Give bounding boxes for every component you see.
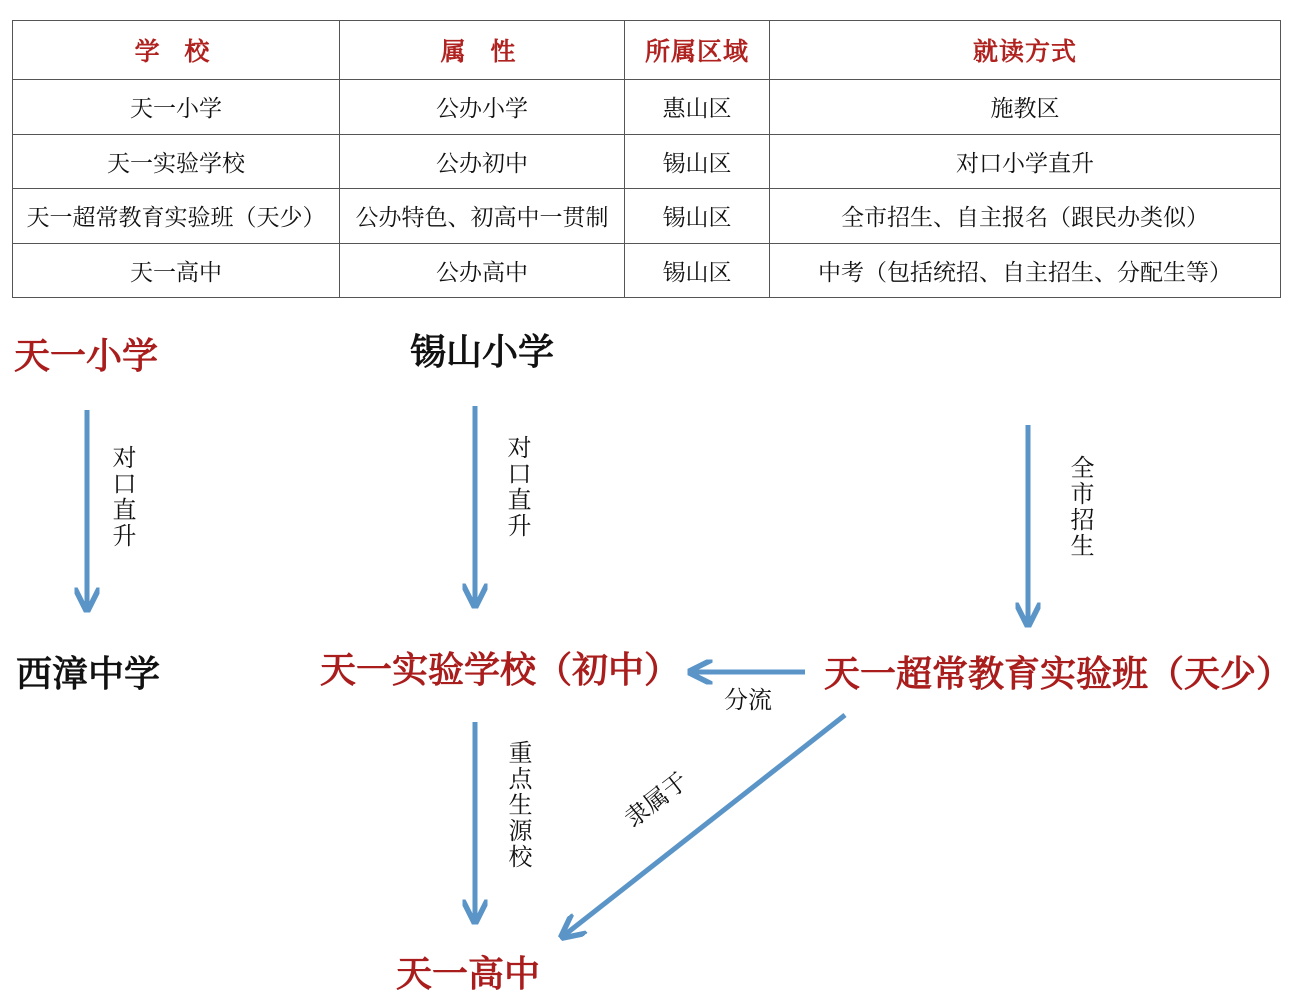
table-cell: 施教区 — [770, 80, 1281, 134]
table-cell: 天一小学 — [13, 80, 340, 134]
school-pathway-diagram — [0, 310, 1292, 1008]
node-xishan-primary: 锡山小学 — [410, 331, 555, 373]
table-cell: 公办高中 — [340, 243, 625, 297]
table-cell: 公办特色、初高中一贯制 — [340, 189, 625, 243]
label-citywide-enrollment: 全市招生 — [1066, 455, 1094, 559]
table-cell: 公办小学 — [340, 80, 625, 134]
table-cell: 对口小学直升 — [770, 134, 1281, 188]
table-cell: 惠山区 — [625, 80, 770, 134]
school-info-table — [12, 20, 1281, 298]
node-tianyi-experimental: 天一实验学校（初中） — [320, 649, 681, 691]
table-cell: 锡山区 — [625, 189, 770, 243]
header-school: 学 校 — [13, 21, 340, 80]
header-attribute: 属 性 — [340, 21, 625, 80]
table-cell: 锡山区 — [625, 243, 770, 297]
school-info-table-container — [12, 20, 1280, 298]
table-row — [13, 189, 1281, 243]
table-cell: 天一实验学校 — [13, 134, 340, 188]
node-tianyi-primary: 天一小学 — [14, 335, 159, 377]
table-cell: 公办初中 — [340, 134, 625, 188]
table-row — [13, 243, 1281, 297]
table-row — [13, 80, 1281, 134]
table-cell: 天一超常教育实验班（天少） — [13, 189, 340, 243]
arrow-tianshao-to-tianyi-high — [562, 715, 845, 937]
label-direct-promotion-1: 对口直升 — [108, 445, 136, 549]
node-tianyi-high: 天一高中 — [396, 953, 541, 995]
label-diversion: 分流 — [724, 686, 772, 714]
header-district: 所属区域 — [625, 21, 770, 80]
table-cell: 全市招生、自主报名（跟民办类似） — [770, 189, 1281, 243]
table-header-row — [13, 21, 1281, 80]
table-cell: 锡山区 — [625, 134, 770, 188]
label-direct-promotion-2: 对口直升 — [503, 435, 531, 539]
label-key-feeder-school: 重点生源校 — [504, 740, 532, 870]
node-tianshao: 天一超常教育实验班（天少） — [824, 653, 1292, 695]
table-row — [13, 134, 1281, 188]
table-cell: 天一高中 — [13, 243, 340, 297]
header-admission-method: 就读方式 — [770, 21, 1281, 80]
table-cell: 中考（包括统招、自主招生、分配生等） — [770, 243, 1281, 297]
node-xizhang-middle: 西漳中学 — [16, 653, 161, 695]
label-affiliated-to: 隶属于 — [619, 766, 694, 834]
